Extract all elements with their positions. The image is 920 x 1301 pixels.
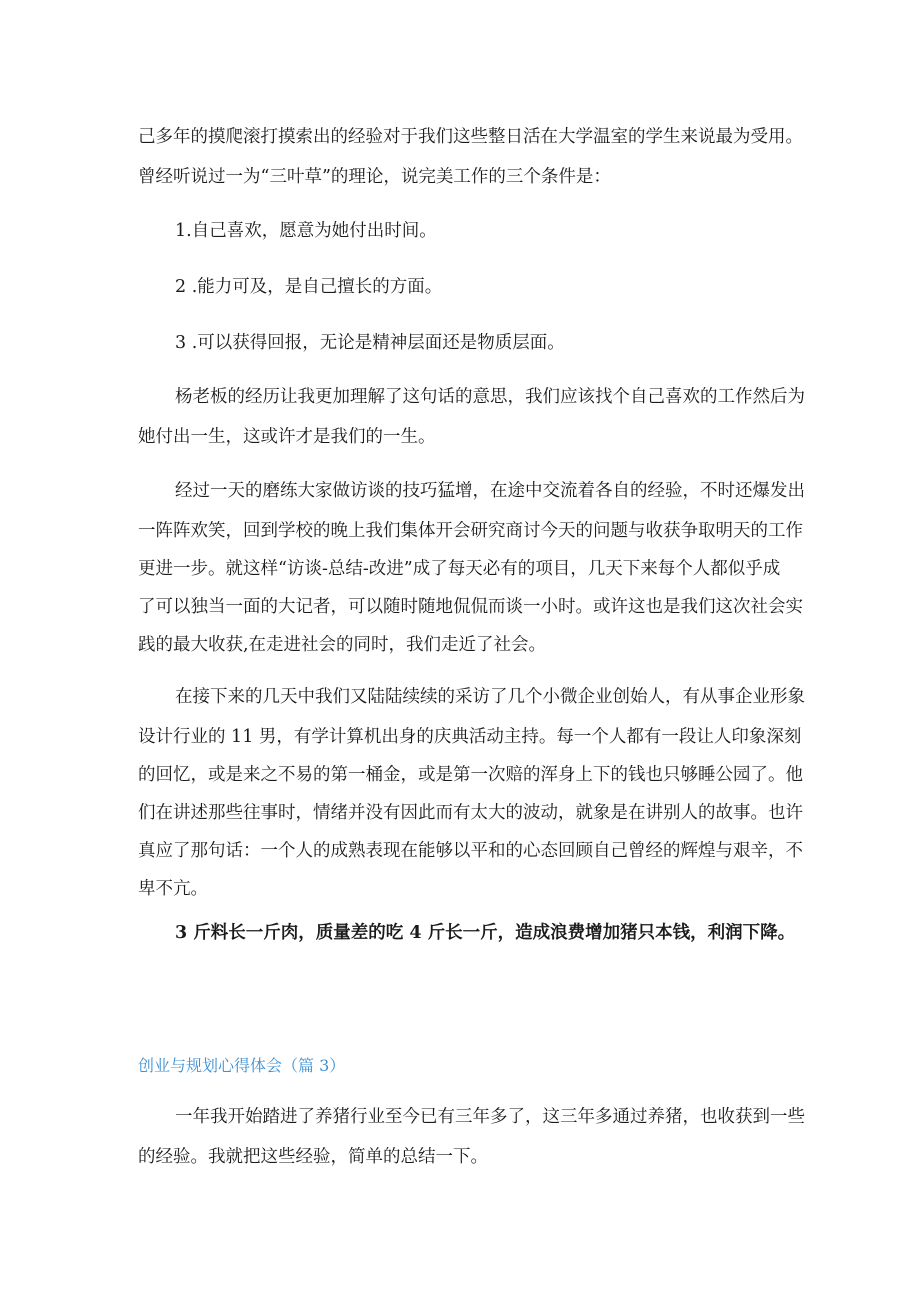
paragraph-line: 在接下来的几天中我们又陆陆续续的采访了几个小微企业创始人，有从事企业形象 xyxy=(175,687,805,707)
list-item-2: 2 .能力可及，是自己擅长的方面。 xyxy=(175,277,443,297)
list-item-3: 3 .可以获得回报，无论是精神层面还是物质层面。 xyxy=(175,333,565,353)
paragraph-line: 一年我开始踏进了养猪行业至今已有三年多了，这三年多通过养猪，也收获到一些 xyxy=(175,1107,805,1127)
paragraph-line: 经过一天的磨练大家做访谈的技巧猛增，在途中交流着各自的经验，不时还爆发出 xyxy=(175,481,805,501)
paragraph-line: 践的最大收获,在走进社会的同时，我们走近了社会。 xyxy=(138,635,547,655)
paragraph-line: 更进一步。就这样“访谈-总结-改进”成了每天必有的项目，几天下来每个人都似乎成 xyxy=(138,559,781,579)
paragraph-line: 设计行业的 11 男，有学计算机出身的庆典活动主持。每一个人都有一段让人印象深刻 xyxy=(138,727,802,747)
paragraph-line: 己多年的摸爬滚打摸索出的经验对于我们这些整日活在大学温室的学生来说最为受用。 xyxy=(138,127,803,147)
paragraph-line: 的回忆，或是来之不易的第一桶金，或是第一次赔的浑身上下的钱也只够睡公园了。他 xyxy=(138,765,803,785)
paragraph-line: 杨老板的经历让我更加理解了这句话的意思，我们应该找个自己喜欢的工作然后为 xyxy=(175,387,805,407)
section-heading: 创业与规划心得体会（篇 3） xyxy=(138,1056,346,1075)
paragraph-line: 一阵阵欢笑，回到学校的晚上我们集体开会研究商讨今天的问题与收获争取明天的工作 xyxy=(138,521,803,541)
paragraph-line: 卑不亢。 xyxy=(138,879,208,899)
paragraph-line: 她付出一生，这或许才是我们的一生。 xyxy=(138,427,436,447)
paragraph-line: 曾经听说过一为“三叶草”的理论，说完美工作的三个条件是： xyxy=(138,167,611,187)
list-item-1: 1.自己喜欢，愿意为她付出时间。 xyxy=(175,221,437,241)
paragraph-line: 真应了那句话：一个人的成熟表现在能够以平和的心态回顾自己曾经的辉煌与艰辛，不 xyxy=(138,841,803,861)
paragraph-line: 3 斤料长一斤肉，质量差的吃 4 斤长一斤，造成浪费增加猪只本钱，利润下降。 xyxy=(175,923,796,943)
paragraph-line: 了可以独当一面的大记者，可以随时随地侃侃而谈一小时。或许这也是我们这次社会实 xyxy=(138,597,803,617)
paragraph-line: 们在讲述那些往事时，情绪并没有因此而有太大的波动，就象是在讲别人的故事。也许 xyxy=(138,803,803,823)
paragraph-line: 的经验。我就把这些经验，简单的总结一下。 xyxy=(138,1147,488,1167)
